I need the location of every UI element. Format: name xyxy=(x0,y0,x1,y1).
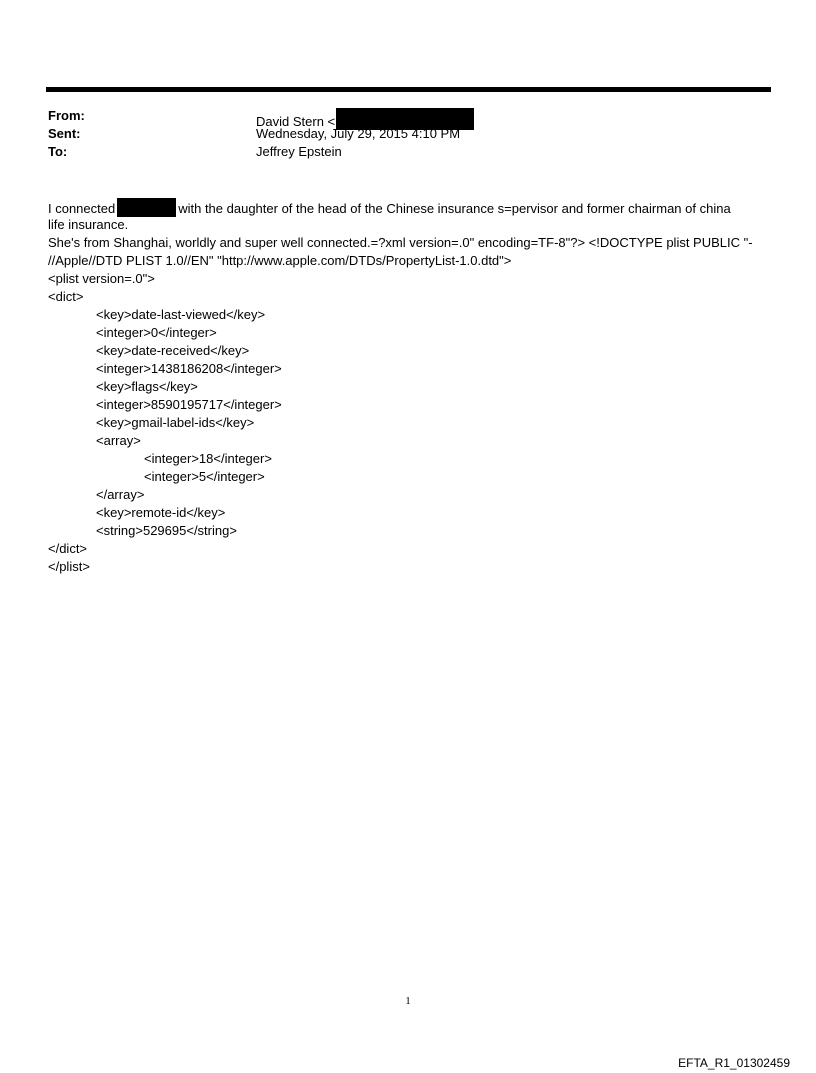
to-label: To: xyxy=(48,144,68,159)
body-text-fragment: with the daughter of the head of the Chinese insurance s=pervisor and former chairman of china xyxy=(178,201,731,216)
body-text-fragment: I connected xyxy=(48,201,116,216)
sent-value: Wednesday, July 29, 2015 4:10 PM xyxy=(256,126,461,141)
to-row xyxy=(48,144,748,162)
email-body xyxy=(48,198,768,576)
body-line: <integer>8590195717</integer> xyxy=(96,397,282,412)
body-line: <key>remote-id</key> xyxy=(96,505,226,520)
to-value: Jeffrey Epstein xyxy=(256,144,342,159)
body-line: <integer>5</integer> xyxy=(144,469,265,484)
from-row xyxy=(48,108,748,129)
page-number: 1 xyxy=(405,995,411,1007)
header-divider xyxy=(46,87,771,92)
sender-name: David Stern < xyxy=(256,114,336,129)
body-line: <key>gmail-label-ids</key> xyxy=(96,415,255,430)
body-line: <string>529695</string> xyxy=(96,523,237,538)
from-label: From: xyxy=(48,108,85,123)
body-line: She's from Shanghai, worldly and super well connected.=?xml version=.0" encoding=TF-8"?> <!DOCTYPE plist PUBLIC "- xyxy=(48,235,753,250)
body-line: </array> xyxy=(96,487,145,502)
body-line: life insurance. xyxy=(48,217,129,232)
body-line: </dict> xyxy=(48,541,88,556)
body-line: //Apple//DTD PLIST 1.0//EN" "http://www.apple.com/DTDs/PropertyList-1.0.dtd"> xyxy=(48,253,512,268)
body-line: <key>date-received</key> xyxy=(96,343,250,358)
body-line: </plist> xyxy=(48,559,90,574)
body-line xyxy=(48,198,768,216)
body-line: <dict> xyxy=(48,289,84,304)
sent-row xyxy=(48,126,748,144)
body-line: <plist version=.0"> xyxy=(48,271,155,286)
document-id: EFTA_R1_01302459 xyxy=(678,1056,790,1070)
body-line: <array> xyxy=(96,433,141,448)
body-line: <integer>18</integer> xyxy=(144,451,272,466)
body-line: <integer>1438186208</integer> xyxy=(96,361,282,376)
body-line: <integer>0</integer> xyxy=(96,325,217,340)
body-line: <key>flags</key> xyxy=(96,379,198,394)
redaction-block xyxy=(117,198,176,217)
sent-label: Sent: xyxy=(48,126,81,141)
body-line: <key>date-last-viewed</key> xyxy=(96,307,266,322)
